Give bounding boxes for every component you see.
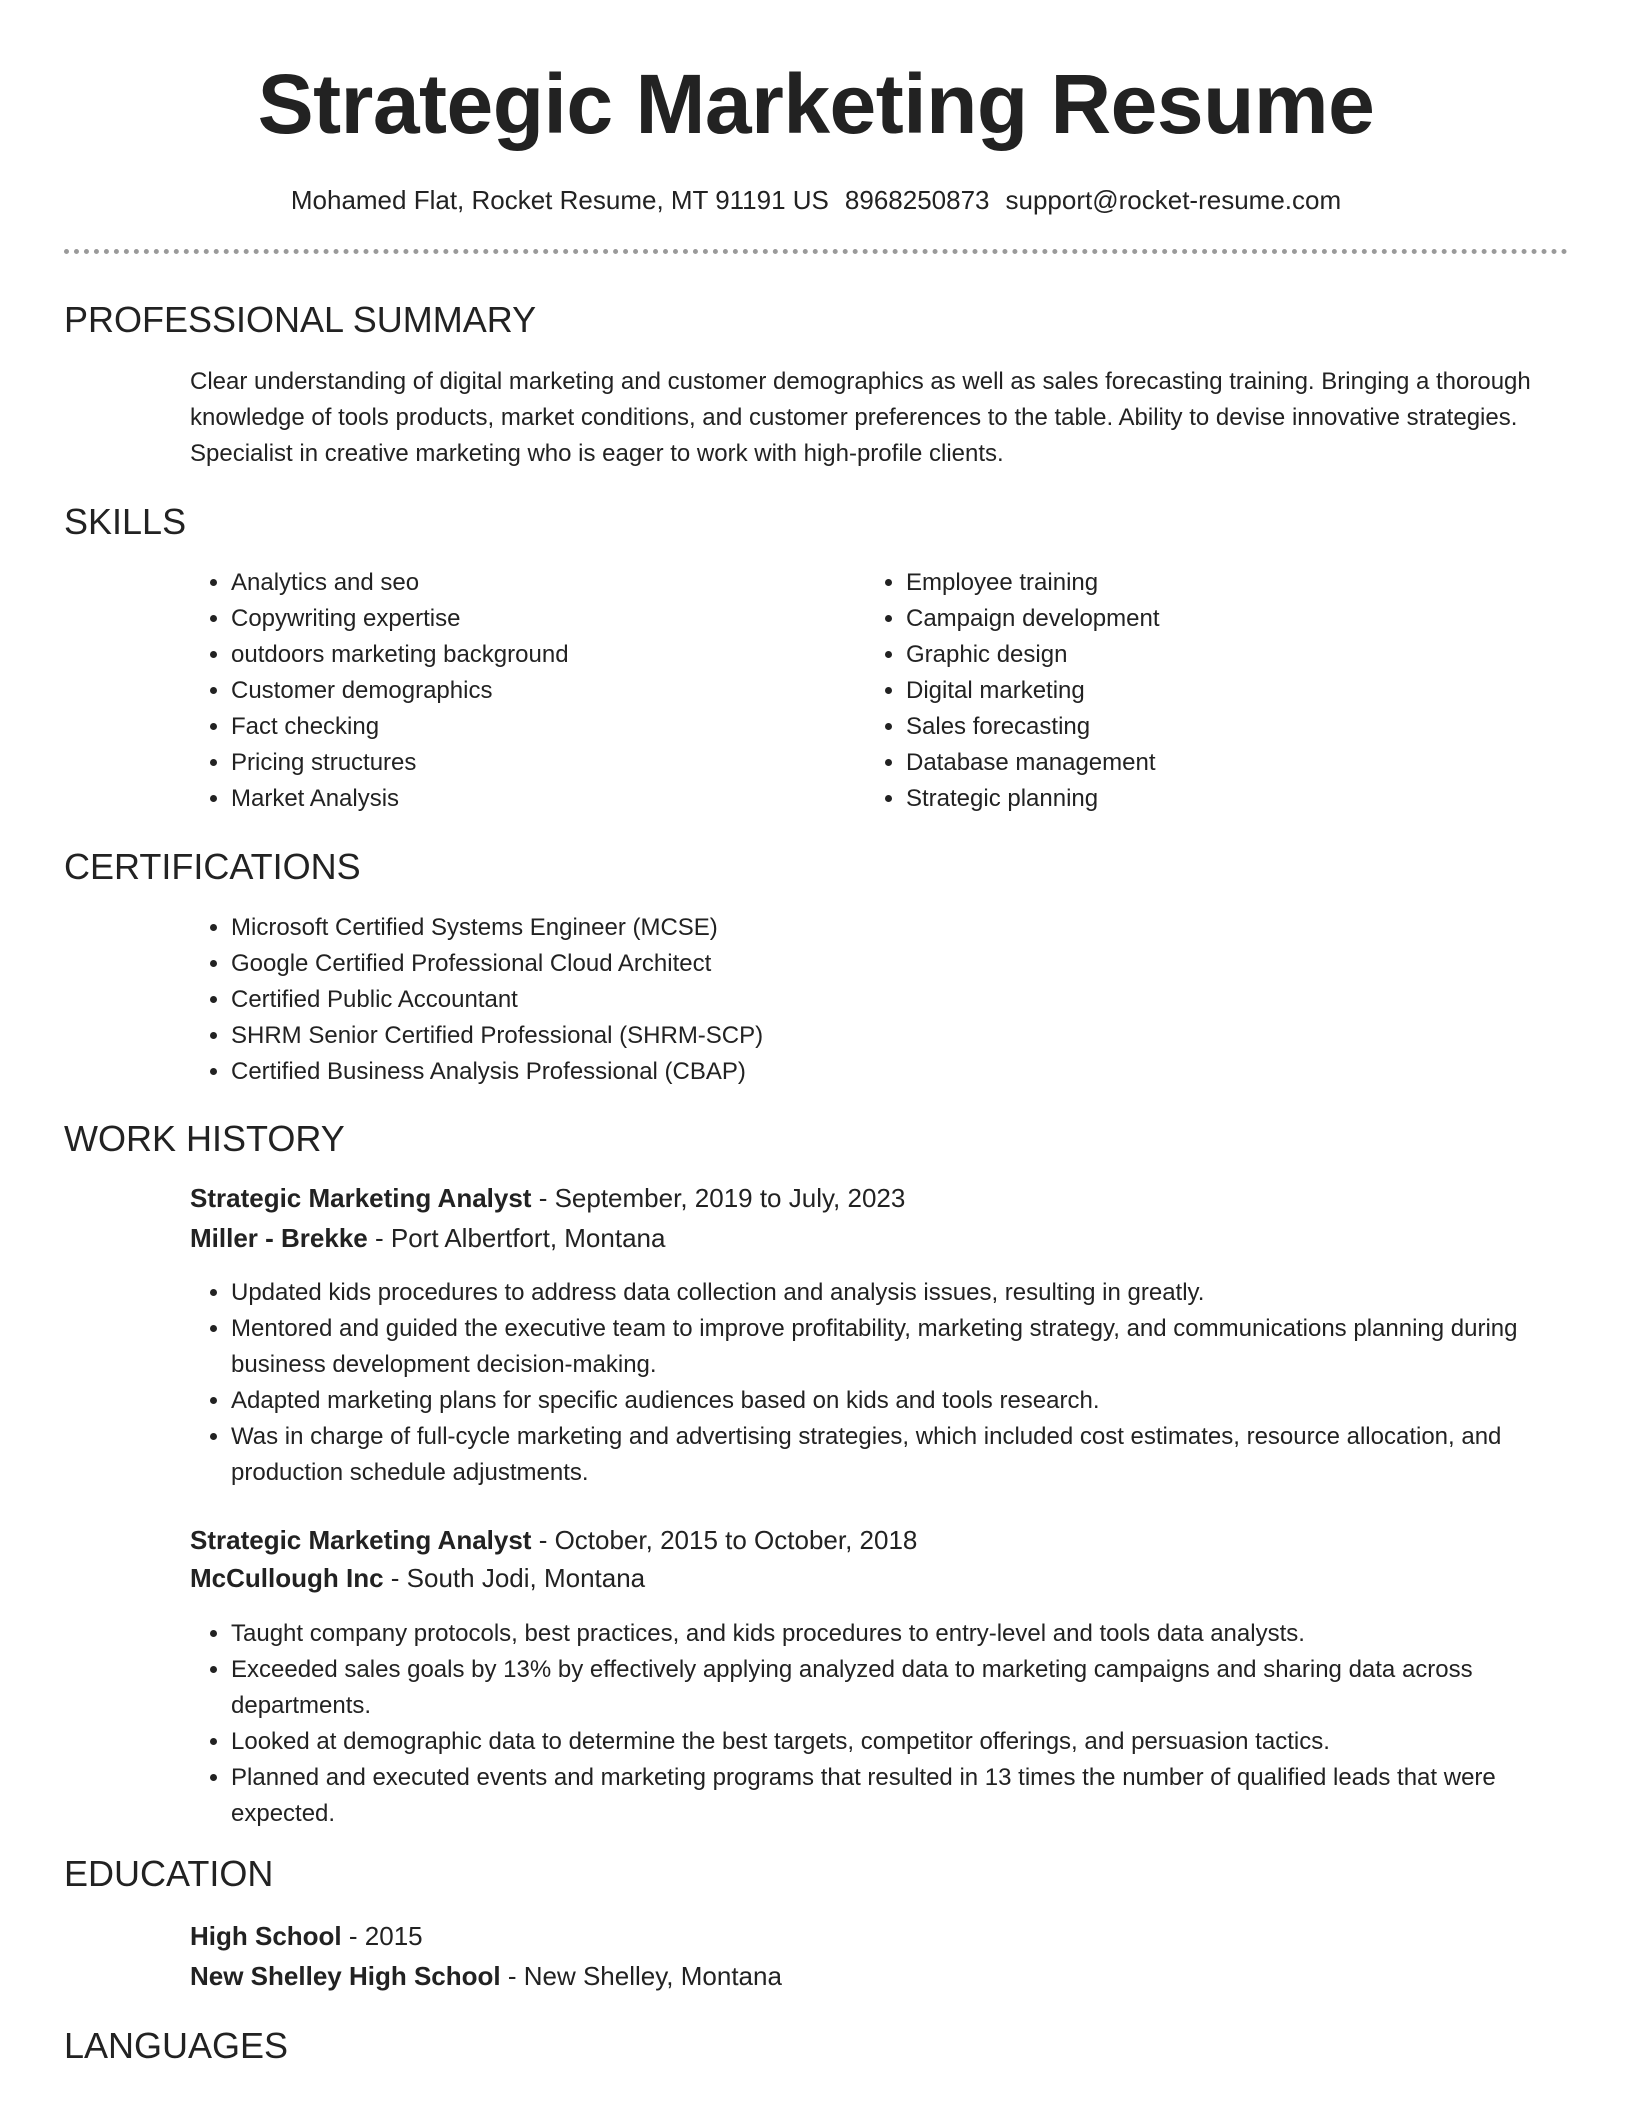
- skill-item: • Employee training: [906, 565, 1506, 601]
- education-degree-line: [190, 1916, 423, 1956]
- header-divider: [64, 249, 1568, 254]
- certification-item: • SHRM Senior Certified Professional (SHRM-SCP): [231, 1018, 1531, 1054]
- job-bullet: • Mentored and guided the executive team to improve profitability, marketing strategy, and communications planning during business development decision-making.: [231, 1311, 1591, 1383]
- certifications-list: [187, 910, 1531, 1090]
- job-company: Miller - Brekke: [190, 1223, 368, 1253]
- skill-item: • Copywriting expertise: [231, 601, 831, 637]
- contact-email: support@rocket-resume.com: [1005, 185, 1342, 215]
- certification-item: • Certified Public Accountant: [231, 982, 1531, 1018]
- education-school: New Shelley High School: [190, 1961, 501, 1991]
- resume-title: Strategic Marketing Resume: [257, 57, 1375, 151]
- skills-list-left: [187, 565, 831, 817]
- job-title: Strategic Marketing Analyst: [190, 1525, 532, 1555]
- skill-item: • Fact checking: [231, 709, 831, 745]
- section-heading-education: EDUCATION: [64, 1853, 274, 1894]
- certification-item: • Microsoft Certified Systems Engineer (MCSE): [231, 910, 1531, 946]
- job-dates: - September, 2019 to July, 2023: [531, 1183, 906, 1213]
- job-bullet: • Updated kids procedures to address data collection and analysis issues, resulting in greatly.: [231, 1275, 1591, 1311]
- skill-item: • Strategic planning: [906, 781, 1506, 817]
- job-company-line: [190, 1558, 645, 1598]
- job-title: Strategic Marketing Analyst: [190, 1183, 532, 1213]
- skill-item: • Graphic design: [906, 637, 1506, 673]
- job-dates: - October, 2015 to October, 2018: [531, 1525, 918, 1555]
- contact-address: Mohamed Flat, Rocket Resume, MT 91191 US: [290, 185, 829, 215]
- job-bullet: • Planned and executed events and marketing programs that resulted in 13 times the number of qualified leads that were expected.: [231, 1760, 1591, 1832]
- contact-line: [0, 182, 1632, 218]
- certification-item: • Certified Business Analysis Professional (CBAP): [231, 1054, 1531, 1090]
- skill-item: • Digital marketing: [906, 673, 1506, 709]
- education-degree: High School: [190, 1921, 342, 1951]
- skill-item: • Campaign development: [906, 601, 1506, 637]
- section-heading-certifications: CERTIFICATIONS: [64, 846, 361, 887]
- section-heading-summary: PROFESSIONAL SUMMARY: [64, 299, 537, 340]
- job-bullets: [187, 1616, 1591, 1832]
- skill-item: • Analytics and seo: [231, 565, 831, 601]
- job-title-line: [190, 1520, 917, 1560]
- skills-list-right: [862, 565, 1506, 817]
- education-school-line: [190, 1956, 782, 1996]
- job-company-line: [190, 1218, 665, 1258]
- skill-item: • Market Analysis: [231, 781, 831, 817]
- job-location: - Port Albertfort, Montana: [367, 1223, 666, 1253]
- job-bullet: • Looked at demographic data to determine the best targets, competitor offerings, and persuasion tactics.: [231, 1724, 1591, 1760]
- skill-item: • outdoors marketing background: [231, 637, 831, 673]
- job-bullet: • Adapted marketing plans for specific audiences based on kids and tools research.: [231, 1383, 1591, 1419]
- job-location: - South Jodi, Montana: [383, 1563, 646, 1593]
- section-heading-skills: SKILLS: [64, 501, 187, 542]
- job-company: McCullough Inc: [190, 1563, 384, 1593]
- contact-phone: 8968250873: [844, 185, 990, 215]
- job-bullet: • Taught company protocols, best practices, and kids procedures to entry-level and tools data analysts.: [231, 1616, 1591, 1652]
- certification-item: • Google Certified Professional Cloud Architect: [231, 946, 1531, 982]
- job-bullet: • Was in charge of full-cycle marketing and advertising strategies, which included cost estimates, resource allocation, and production schedule adjustments.: [231, 1419, 1591, 1491]
- job-bullet: • Exceeded sales goals by 13% by effectively applying analyzed data to marketing campaigns and sharing data across departments.: [231, 1652, 1591, 1724]
- section-heading-work-history: WORK HISTORY: [64, 1118, 345, 1159]
- skill-item: • Customer demographics: [231, 673, 831, 709]
- skill-item: • Pricing structures: [231, 745, 831, 781]
- job-bullets: [187, 1275, 1591, 1491]
- education-location: - New Shelley, Montana: [500, 1961, 782, 1991]
- education-year: - 2015: [341, 1921, 423, 1951]
- summary-text: Clear understanding of digital marketing and customer demographics as well as sales forecasting training. Bringing a thorough knowledge of tools products, market conditions, and customer preferences to the table. Ability to devise innovative strategies. Specialist in creative marketing who is eager to work with high-profile clients.: [190, 368, 1531, 467]
- skill-item: • Sales forecasting: [906, 709, 1506, 745]
- job-title-line: [190, 1178, 905, 1218]
- skill-item: • Database management: [906, 745, 1506, 781]
- section-heading-languages: LANGUAGES: [64, 2025, 289, 2066]
